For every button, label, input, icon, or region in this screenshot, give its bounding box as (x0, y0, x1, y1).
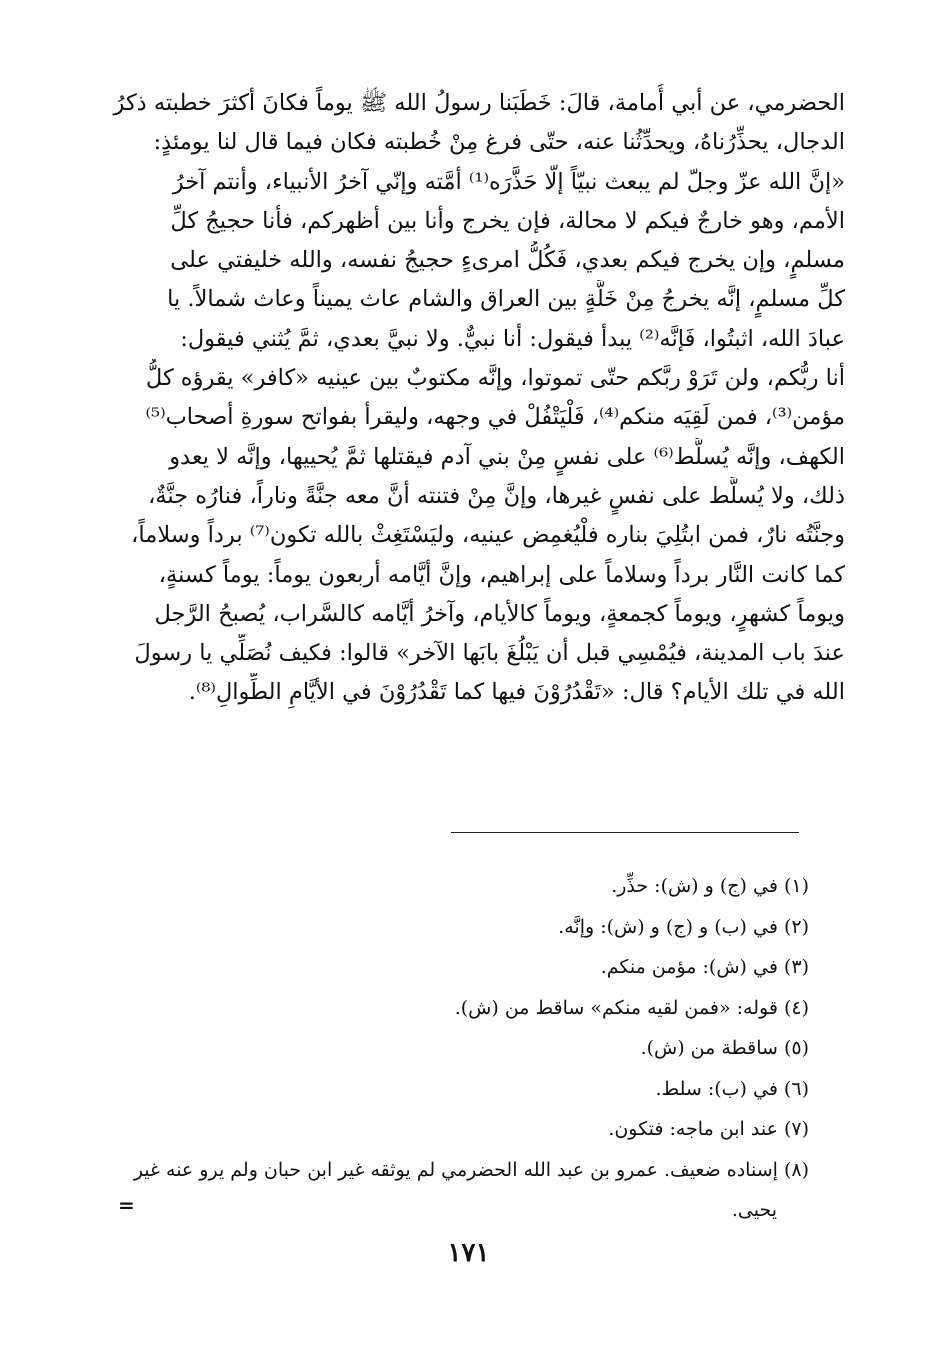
text-line: الحضرمي، عن أبي أُمامة، قالَ: خَطَبَنا رسولُ الله ﷺ يوماً فكانَ أكثرَ خطبته ذكرُ (113, 90, 845, 116)
text-line: وجنَّتُه نارٌ، فمن ابتُلِيَ بناره فلْيُغمِض عينيه، وليَسْتَغِثْ بالله تكون⁽⁷⁾ برداً وسلاماً، (131, 522, 845, 549)
page-number: ١٧١ (447, 1238, 490, 1268)
footnote-1: (١) في (ج) و (ش): حذِّر. (611, 875, 809, 897)
footnote-5: (٥) ساقطة من (ش). (640, 1037, 809, 1059)
footnotes (109, 866, 809, 1231)
text-line: الدجال، يحذِّرُناهُ، ويحدِّثُنا عنه، حتّى فرغ مِنْ خُطبته فكان فيما قال لنا يومئذٍ: (153, 129, 845, 156)
text-line: ذلك، ولا يُسلَّط على نفسٍ غيرها، وإنَّ مِنْ فتنته أنَّ معه جنَّةً وناراً، فنارُه جنَّةٌ، (148, 482, 845, 509)
text-line: الكهف، وإنَّه يُسلَّط⁽⁶⁾ على نفسٍ مِنْ بني آدم فيقتلها ثمَّ يُحييها، وإنَّه لا يعدو (169, 443, 845, 470)
footnote-4: (٤) قوله: «فمن لقيه منكم» ساقط من (ش). (454, 996, 809, 1019)
footnote-2: (٢) في (ب) و (ج) و (ش): وإنَّه. (558, 915, 809, 938)
footnote-7: (٧) عند ابن ماجه: فتكون. (608, 1118, 809, 1140)
footnote-8-continuation: يحيى. (731, 1199, 777, 1221)
text-line: عبادَ الله، اثبتُوا، فَإنَّه⁽²⁾ يبدأ فيقول: أنا نبيٌّ. ولا نبيَّ بعدي، ثمَّ يُثني فيقول: (180, 325, 845, 352)
footnote-separator (451, 832, 799, 833)
text-line: مسلمٍ، وإن يخرج فيكم بعدي، فَكُلُّ امرىءٍ حجيجُ نفسه، والله خليفتي على (170, 247, 845, 274)
footnote-3: (٣) في (ش): مؤمن منكم. (600, 956, 809, 978)
text-line: «إنَّ الله عزّ وجلّ لم يبعث نبيّاً إلّا حَذَّرَه⁽¹⁾ أمَّته وإنّي آخرُ الأنبياء، وأنتم آخرُ (172, 168, 845, 195)
text-line: ويوماً كشهرٍ، ويوماً كجمعةٍ، ويوماً كالأيام، وآخرُ أيَّامه كالسَّراب، يُصبحُ الرَّجل (154, 600, 845, 627)
footnote-6: (٦) في (ب): سلط. (655, 1077, 809, 1100)
text-line: كلِّ مسلمٍ، إنَّه يخرجُ مِنْ خَلَّةٍ بين العراق والشام عاث يميناً وعاث شمالاً. يا (167, 286, 845, 313)
footnote-8: (٨) إسناده ضعيف. عمرو بن عبد الله الحضرمي لم يوثقه غير ابن حبان ولم يرو عنه غير (133, 1158, 809, 1181)
text-line: مؤمن⁽³⁾، فمن لَقِيَه منكم⁽⁴⁾، فَلْيَتْفُلْ في وجهه، وليقرأ بفواتح سورةِ أصحاب⁽⁵⁾ (145, 404, 845, 431)
text-line: عندَ باب المدينة، فيُمْسِي قبل أن يَبْلُغَ بابَها الآخر» قالوا: فكيف نُصَلِّي يا رسولَ (134, 640, 845, 667)
text-line: الله في تلك الأيام؟ قال: «تَقْدُرُوْنَ فيها كما تَقْدُرُوْنَ في الأيَّامِ الطِّوالِ⁽⁸⁾. (188, 679, 845, 706)
text-line: الأمم، وهو خارجٌ فيكم لا محالة، فإن يخرج وأنا بين أظهركم، فأنا حجيجُ كلِّ (170, 207, 845, 234)
text-line: كما كانت النَّار برداً وسلاماً على إبراهيم، وإنَّ أيَّامه أربعون يوماً: يوماً كسنةٍ، (158, 561, 845, 588)
text-line: أنا ربُّكم، ولن تَرَوْ ربَّكم حتّى تموتوا، وإنَّه مكتوبٌ بين عينيه «كافر» يقرؤه كلُّ (145, 365, 845, 392)
main-text (100, 84, 845, 713)
continuation-mark: = (118, 1193, 135, 1217)
